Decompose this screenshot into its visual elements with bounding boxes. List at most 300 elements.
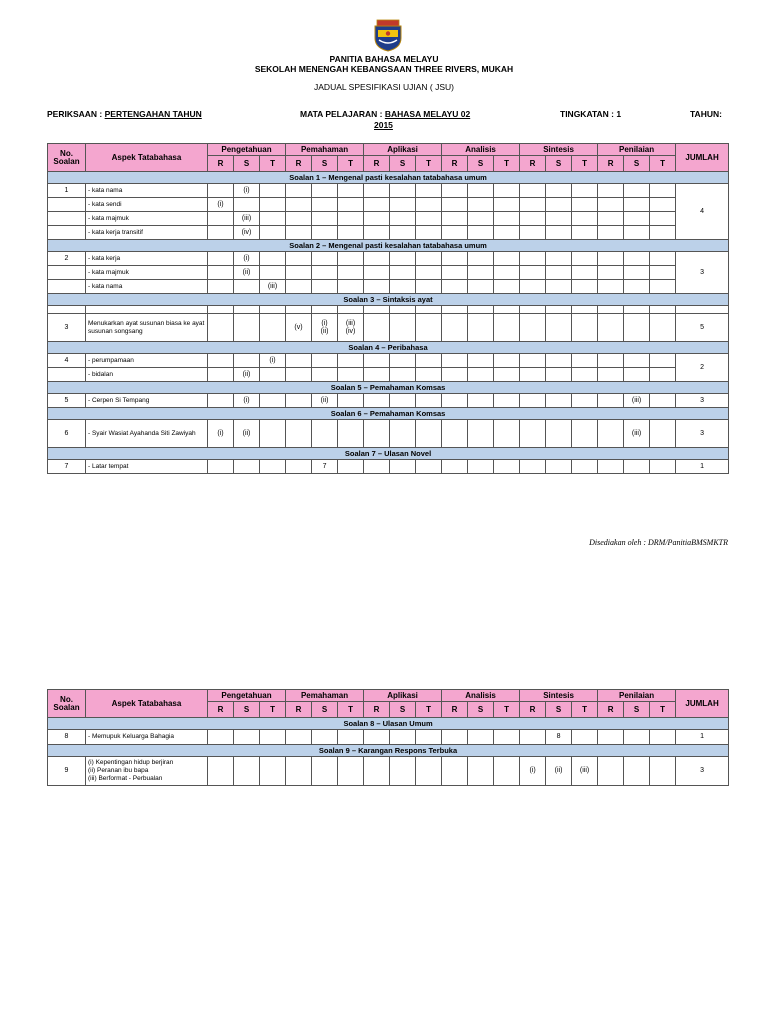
marking-cell (624, 198, 650, 212)
marking-cell (208, 368, 234, 382)
marking-cell (598, 184, 624, 198)
marking-cell (390, 368, 416, 382)
marking-cell (338, 252, 364, 266)
marking-cell (364, 354, 390, 368)
marking-cell (208, 226, 234, 240)
empty-cell (48, 280, 86, 294)
marking-cell (494, 280, 520, 294)
blank-row (48, 306, 729, 314)
section-row (48, 408, 729, 420)
marking-cell (468, 198, 494, 212)
question-number: 4 (48, 354, 86, 368)
marking-cell (520, 730, 546, 745)
marking-cell (546, 198, 572, 212)
marking-cell (208, 266, 234, 280)
school-crest-logo (371, 18, 405, 52)
col-header-level: R (286, 156, 312, 172)
marking-cell (364, 252, 390, 266)
marking-cell (520, 314, 546, 342)
col-header-group: Analisis (442, 144, 520, 156)
marking-cell (468, 757, 494, 786)
marking-cell (546, 460, 572, 474)
marking-cell (624, 314, 650, 342)
aspek-cell: - bidalan (86, 368, 208, 382)
col-header-aspek: Aspek Tatabahasa (86, 690, 208, 718)
marking-cell (494, 394, 520, 408)
marking-cell (416, 266, 442, 280)
marking-cell (442, 212, 468, 226)
marking-cell (260, 198, 286, 212)
aspek-cell: - kata majmuk (86, 266, 208, 280)
marking-cell (468, 730, 494, 745)
table-row (48, 460, 729, 474)
marking-cell: (ii) (234, 266, 260, 280)
col-header-level: R (208, 156, 234, 172)
marking-cell: (i) (234, 394, 260, 408)
marking-cell (624, 757, 650, 786)
aspek-cell: - perumpamaan (86, 354, 208, 368)
marking-cell (494, 252, 520, 266)
col-header-level: T (260, 156, 286, 172)
marking-cell (286, 280, 312, 294)
marking-cell (520, 184, 546, 198)
marking-cell (234, 198, 260, 212)
question-number: 7 (48, 460, 86, 474)
marking-cell (312, 730, 338, 745)
marking-cell (572, 368, 598, 382)
empty-cell (48, 212, 86, 226)
marking-cell (598, 280, 624, 294)
marking-cell (546, 354, 572, 368)
table-row (48, 252, 729, 266)
table-row (48, 394, 729, 408)
total-cell: 5 (676, 314, 729, 342)
marking-cell (520, 198, 546, 212)
question-number: 5 (48, 394, 86, 408)
col-header-level: T (416, 702, 442, 718)
marking-cell (624, 212, 650, 226)
marking-cell (468, 420, 494, 448)
section-title: Soalan 4 – Peribahasa (48, 342, 729, 354)
total-cell: 3 (676, 757, 729, 786)
col-header-group: Pengetahuan (208, 690, 286, 702)
marking-cell (546, 252, 572, 266)
marking-cell (598, 420, 624, 448)
marking-cell (286, 212, 312, 226)
marking-cell (390, 757, 416, 786)
marking-cell (390, 252, 416, 266)
marking-cell (338, 266, 364, 280)
marking-cell (312, 266, 338, 280)
marking-cell (468, 184, 494, 198)
marking-cell (598, 266, 624, 280)
marking-cell (572, 394, 598, 408)
marking-cell (312, 184, 338, 198)
marking-cell (650, 226, 676, 240)
marking-cell (572, 460, 598, 474)
marking-cell (598, 252, 624, 266)
empty-cell (260, 306, 286, 314)
marking-cell (286, 354, 312, 368)
col-header-level: S (312, 156, 338, 172)
marking-cell (364, 757, 390, 786)
col-header-jumlah: JUMLAH (676, 144, 729, 172)
marking-cell (364, 460, 390, 474)
aspek-cell: - Syair Wasiat Ayahanda Siti Zawiyah (86, 420, 208, 448)
col-header-level: S (234, 702, 260, 718)
col-header-level: R (208, 702, 234, 718)
marking-cell (208, 354, 234, 368)
marking-cell (416, 212, 442, 226)
marking-cell (338, 460, 364, 474)
marking-cell: (iii) (624, 394, 650, 408)
marking-cell (520, 226, 546, 240)
section-row (48, 240, 729, 252)
marking-cell (546, 212, 572, 226)
section-row (48, 745, 729, 757)
marking-cell (442, 280, 468, 294)
marking-cell (572, 252, 598, 266)
marking-cell (364, 314, 390, 342)
col-header-level: S (468, 702, 494, 718)
empty-cell (598, 306, 624, 314)
marking-cell (260, 212, 286, 226)
marking-cell (442, 354, 468, 368)
marking-cell (416, 252, 442, 266)
empty-cell (48, 368, 86, 382)
marking-cell (650, 266, 676, 280)
marking-cell (520, 266, 546, 280)
marking-cell (390, 460, 416, 474)
total-cell: 3 (676, 420, 729, 448)
col-header-no: No. Soalan (48, 144, 86, 172)
marking-cell (312, 198, 338, 212)
marking-cell (208, 460, 234, 474)
marking-cell (494, 460, 520, 474)
col-header-group: Pemahaman (286, 144, 364, 156)
marking-cell (468, 226, 494, 240)
question-number: 9 (48, 757, 86, 786)
marking-cell: (iii) (iv) (338, 314, 364, 342)
marking-cell: (i) (234, 184, 260, 198)
jsu-table-2 (47, 689, 729, 786)
marking-cell (260, 314, 286, 342)
marking-cell (208, 757, 234, 786)
marking-cell (364, 394, 390, 408)
table-row (48, 730, 729, 745)
marking-cell (312, 252, 338, 266)
marking-cell (312, 420, 338, 448)
marking-cell (312, 280, 338, 294)
empty-cell (48, 306, 86, 314)
question-number: 8 (48, 730, 86, 745)
marking-cell (390, 420, 416, 448)
empty-cell (286, 306, 312, 314)
section-row (48, 294, 729, 306)
col-header-level: R (520, 156, 546, 172)
total-cell: 1 (676, 730, 729, 745)
marking-cell (442, 368, 468, 382)
marking-cell (416, 314, 442, 342)
marking-cell: 7 (312, 460, 338, 474)
question-number: 1 (48, 184, 86, 198)
marking-cell (416, 226, 442, 240)
marking-cell (494, 266, 520, 280)
marking-cell (286, 368, 312, 382)
marking-cell (338, 354, 364, 368)
school-name: SEKOLAH MENENGAH KEBANGSAAN THREE RIVERS, MUKAH (254, 64, 514, 74)
marking-cell (520, 368, 546, 382)
marking-cell (208, 280, 234, 294)
marking-cell (442, 730, 468, 745)
marking-cell (442, 198, 468, 212)
jsu-table-1 (47, 143, 729, 474)
col-header-level: T (494, 156, 520, 172)
marking-cell (442, 394, 468, 408)
col-header-no: No. Soalan (48, 690, 86, 718)
marking-cell (338, 226, 364, 240)
marking-cell (338, 280, 364, 294)
aspek-cell: - kata sendi (86, 198, 208, 212)
marking-cell (364, 184, 390, 198)
aspek-cell: - kata kerja (86, 252, 208, 266)
table-row (48, 757, 729, 786)
empty-cell (546, 306, 572, 314)
marking-cell (572, 212, 598, 226)
col-header-level: T (338, 156, 364, 172)
marking-cell (312, 212, 338, 226)
marking-cell (494, 226, 520, 240)
marking-cell (624, 368, 650, 382)
empty-cell (520, 306, 546, 314)
marking-cell (650, 368, 676, 382)
marking-cell (468, 266, 494, 280)
section-title: Soalan 5 – Pemahaman Komsas (48, 382, 729, 394)
table-row (48, 354, 729, 368)
col-header-level: S (234, 156, 260, 172)
marking-cell (494, 212, 520, 226)
col-header-group: Pengetahuan (208, 144, 286, 156)
marking-cell (598, 368, 624, 382)
marking-cell: (i) (520, 757, 546, 786)
table-row (48, 226, 729, 240)
marking-cell (468, 368, 494, 382)
marking-cell (546, 394, 572, 408)
marking-cell (338, 212, 364, 226)
section-title: Soalan 3 – Sintaksis ayat (48, 294, 729, 306)
marking-cell (572, 266, 598, 280)
marking-cell (234, 757, 260, 786)
marking-cell (624, 730, 650, 745)
marking-cell (520, 354, 546, 368)
total-cell: 4 (676, 184, 729, 240)
marking-cell (624, 354, 650, 368)
marking-cell (260, 730, 286, 745)
empty-cell (234, 306, 260, 314)
marking-cell: (iii) (234, 212, 260, 226)
col-header-group: Analisis (442, 690, 520, 702)
marking-cell (598, 314, 624, 342)
marking-cell (546, 266, 572, 280)
aspek-cell: - Memupuk Keluarga Bahagia (86, 730, 208, 745)
aspek-cell: - Cerpen Si Tempang (86, 394, 208, 408)
marking-cell (494, 198, 520, 212)
empty-cell (48, 198, 86, 212)
marking-cell (260, 394, 286, 408)
empty-cell (208, 306, 234, 314)
aspek-cell: (i) Kepentingan hidup berjiran (ii) Peranan ibu bapa (iii) Berformat - Perbualan (86, 757, 208, 786)
marking-cell: (ii) (312, 394, 338, 408)
marking-cell: (i) (234, 252, 260, 266)
marking-cell (416, 757, 442, 786)
section-row (48, 342, 729, 354)
marking-cell: 8 (546, 730, 572, 745)
marking-cell (546, 280, 572, 294)
marking-cell (286, 420, 312, 448)
table-row (48, 212, 729, 226)
marking-cell (572, 184, 598, 198)
marking-cell: (iii) (572, 757, 598, 786)
marking-cell (572, 420, 598, 448)
marking-cell (416, 420, 442, 448)
empty-cell (468, 306, 494, 314)
marking-cell (520, 420, 546, 448)
empty-cell (624, 306, 650, 314)
marking-cell (208, 314, 234, 342)
marking-cell (364, 266, 390, 280)
marking-cell (260, 266, 286, 280)
marking-cell (286, 730, 312, 745)
marking-cell (468, 212, 494, 226)
col-header-level: T (338, 702, 364, 718)
marking-cell (390, 394, 416, 408)
marking-cell (650, 198, 676, 212)
marking-cell (390, 198, 416, 212)
col-header-level: T (572, 702, 598, 718)
marking-cell (442, 314, 468, 342)
marking-cell (546, 314, 572, 342)
marking-cell (520, 212, 546, 226)
marking-cell (390, 280, 416, 294)
col-header-jumlah: JUMLAH (676, 690, 729, 718)
form-label: TINGKATAN : 1 (560, 109, 622, 119)
marking-cell (650, 280, 676, 294)
marking-cell (572, 354, 598, 368)
marking-cell (468, 280, 494, 294)
col-header-level: R (442, 702, 468, 718)
col-header-group: Penilaian (598, 144, 676, 156)
marking-cell: (i) (ii) (312, 314, 338, 342)
marking-cell (286, 394, 312, 408)
empty-cell (442, 306, 468, 314)
marking-cell (468, 314, 494, 342)
table-row (48, 266, 729, 280)
marking-cell (234, 314, 260, 342)
marking-cell (208, 252, 234, 266)
marking-cell (598, 757, 624, 786)
marking-cell (390, 212, 416, 226)
marking-cell (286, 226, 312, 240)
section-row (48, 172, 729, 184)
marking-cell (546, 368, 572, 382)
empty-cell (338, 306, 364, 314)
marking-cell (390, 354, 416, 368)
prepared-by: Disediakan oleh : DRM/PanitiaBMSMKTR (589, 538, 728, 547)
marking-cell (598, 460, 624, 474)
exam-value: PERTENGAHAN TAHUN (104, 109, 202, 119)
marking-cell (260, 252, 286, 266)
marking-cell (338, 368, 364, 382)
col-header-level: S (468, 156, 494, 172)
marking-cell (598, 354, 624, 368)
marking-cell (390, 226, 416, 240)
marking-cell (286, 757, 312, 786)
aspek-cell: - kata nama (86, 280, 208, 294)
question-number: 3 (48, 314, 86, 342)
marking-cell (442, 226, 468, 240)
marking-cell (234, 460, 260, 474)
marking-cell (312, 226, 338, 240)
marking-cell (286, 266, 312, 280)
marking-cell (442, 252, 468, 266)
marking-cell (494, 184, 520, 198)
marking-cell (208, 184, 234, 198)
col-header-level: R (364, 156, 390, 172)
header-row-groups (48, 690, 729, 702)
marking-cell (598, 730, 624, 745)
col-header-level: R (598, 702, 624, 718)
aspek-cell: Menukarkan ayat susunan biasa ke ayat susunan songsang (86, 314, 208, 342)
marking-cell (442, 266, 468, 280)
marking-cell (520, 460, 546, 474)
marking-cell (416, 368, 442, 382)
marking-cell (468, 394, 494, 408)
marking-cell (572, 730, 598, 745)
marking-cell (494, 730, 520, 745)
question-number: 2 (48, 252, 86, 266)
marking-cell (624, 184, 650, 198)
marking-cell (598, 394, 624, 408)
col-header-level: R (598, 156, 624, 172)
marking-cell (598, 226, 624, 240)
col-header-level: S (312, 702, 338, 718)
empty-cell (48, 266, 86, 280)
col-header-level: S (390, 702, 416, 718)
col-header-level: S (546, 156, 572, 172)
marking-cell (364, 198, 390, 212)
marking-cell (520, 280, 546, 294)
col-header-level: T (650, 702, 676, 718)
marking-cell (338, 394, 364, 408)
section-title: Soalan 9 – Karangan Respons Terbuka (48, 745, 729, 757)
marking-cell (572, 280, 598, 294)
empty-cell (572, 306, 598, 314)
marking-cell (624, 460, 650, 474)
empty-cell (364, 306, 390, 314)
marking-cell (390, 314, 416, 342)
table-row (48, 280, 729, 294)
marking-cell (338, 420, 364, 448)
marking-cell (468, 354, 494, 368)
marking-cell (650, 420, 676, 448)
marking-cell (650, 757, 676, 786)
col-header-level: T (260, 702, 286, 718)
total-cell: 1 (676, 460, 729, 474)
marking-cell (546, 420, 572, 448)
marking-cell (520, 394, 546, 408)
col-header-level: S (390, 156, 416, 172)
marking-cell (442, 757, 468, 786)
